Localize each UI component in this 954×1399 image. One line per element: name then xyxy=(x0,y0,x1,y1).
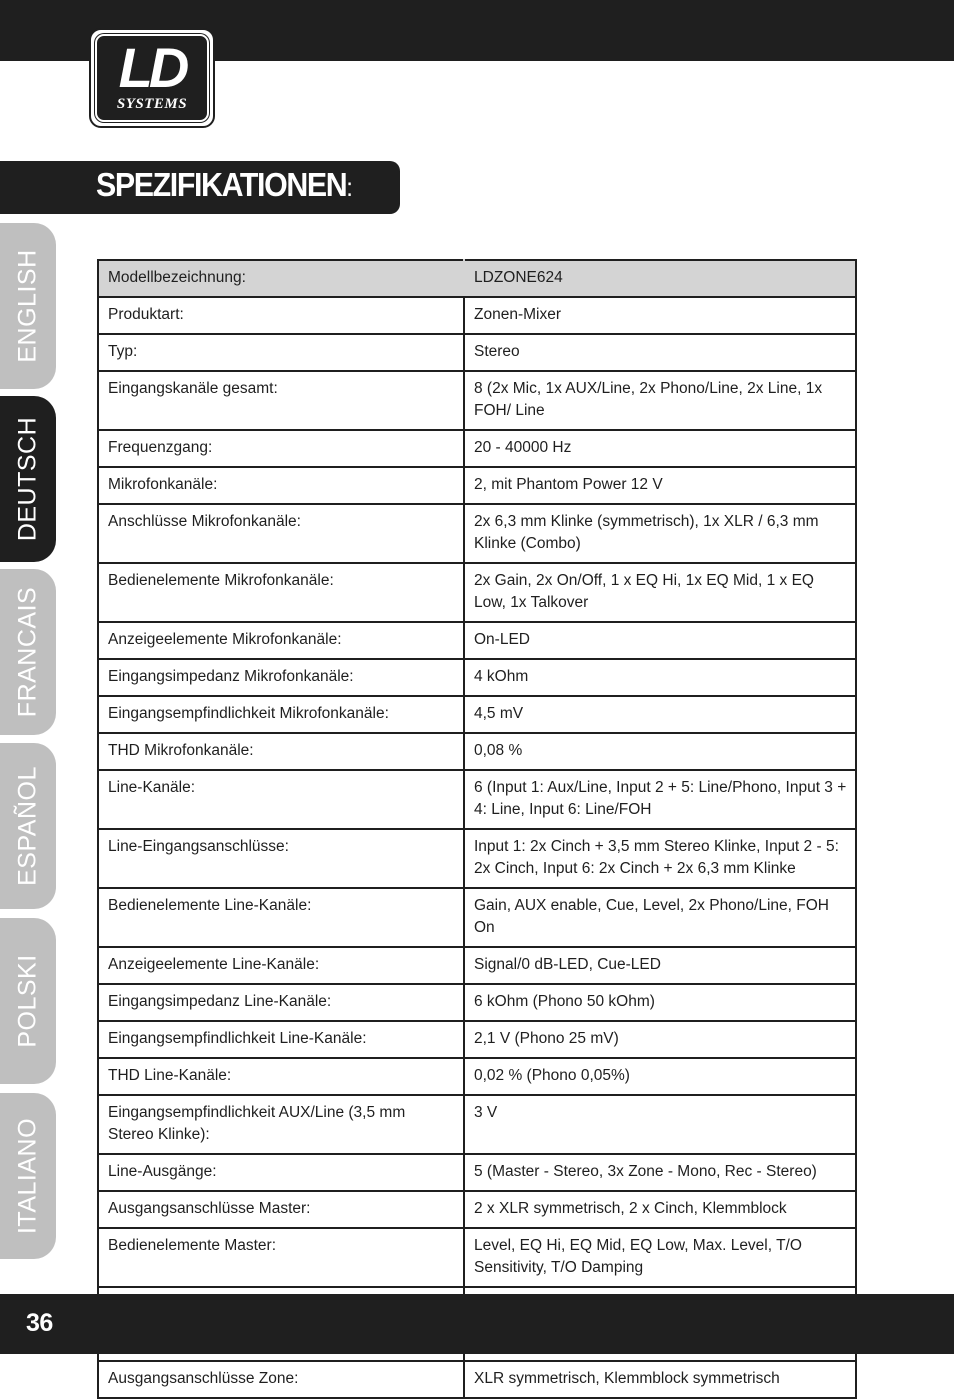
spec-row xyxy=(98,829,856,888)
spec-label: Anzeigeelemente Mikrofonkanäle: xyxy=(98,622,464,659)
spec-row xyxy=(98,430,856,467)
spec-row xyxy=(98,659,856,696)
spec-label: THD Line-Kanäle: xyxy=(98,1058,464,1095)
spec-value: 0,02 % (Phono 0,05%) xyxy=(464,1058,856,1095)
spec-label: Frequenzgang: xyxy=(98,430,464,467)
spec-label: THD Mikrofonkanäle: xyxy=(98,733,464,770)
spec-label: Eingangsempfindlichkeit Line-Kanäle: xyxy=(98,1021,464,1058)
spec-label: Line-Ausgänge: xyxy=(98,1154,464,1191)
spec-row xyxy=(98,733,856,770)
spec-row xyxy=(98,1058,856,1095)
spec-row xyxy=(98,504,856,563)
spec-row xyxy=(98,1095,856,1154)
language-tab-deutsch[interactable] xyxy=(0,396,56,562)
spec-row xyxy=(98,696,856,733)
spec-value: 2,1 V (Phono 25 mV) xyxy=(464,1021,856,1058)
language-tab-polski[interactable] xyxy=(0,918,56,1084)
spec-row xyxy=(98,1021,856,1058)
spec-row xyxy=(98,297,856,334)
spec-row xyxy=(98,947,856,984)
language-tab-label: ESPAÑOL xyxy=(13,766,42,886)
logo-main-text: LD xyxy=(118,36,186,99)
spec-value: 3 V xyxy=(464,1095,856,1154)
spec-value: 6 (Input 1: Aux/Line, Input 2 + 5: Line/Phono, Input 3 + 4: Line, Input 6: Line/FOH xyxy=(464,770,856,829)
spec-label: Eingangskanäle gesamt: xyxy=(98,371,464,430)
language-tab-english[interactable] xyxy=(0,223,56,389)
spec-value: On-LED xyxy=(464,622,856,659)
spec-value: Stereo xyxy=(464,334,856,371)
spec-value: Input 1: 2x Cinch + 3,5 mm Stereo Klinke, Input 2 - 5: 2x Cinch, Input 6: 2x Cinch + 2x 6,3 mm Klinke xyxy=(464,829,856,888)
spec-value: Level, EQ Hi, EQ Mid, EQ Low, Max. Level, T/O Sensitivity, T/O Damping xyxy=(464,1228,856,1287)
spec-label: Bedienelemente Master: xyxy=(98,1228,464,1287)
spec-value: 2x 6,3 mm Klinke (symmetrisch), 1x XLR / 6,3 mm Klinke (Combo) xyxy=(464,504,856,563)
spec-value: 2 x XLR symmetrisch, 2 x Cinch, Klemmblock xyxy=(464,1191,856,1228)
spec-row xyxy=(98,334,856,371)
spec-row xyxy=(98,1191,856,1228)
ld-systems-logo xyxy=(89,28,215,128)
spec-label: Produktart: xyxy=(98,297,464,334)
language-tab-label: FRANCAIS xyxy=(13,586,42,718)
spec-label: Eingangsimpedanz Mikrofonkanäle: xyxy=(98,659,464,696)
logo-badge xyxy=(95,34,209,122)
spec-value: Gain, AUX enable, Cue, Level, 2x Phono/Line, FOH On xyxy=(464,888,856,947)
language-tab-label: POLSKI xyxy=(13,954,42,1048)
page-title-text: SPEZIFIKATIONEN xyxy=(96,166,347,203)
spec-label: Anschlüsse Mikrofonkanäle: xyxy=(98,504,464,563)
spec-label: Anzeigeelemente Line-Kanäle: xyxy=(98,947,464,984)
language-tab-espanol[interactable] xyxy=(0,743,56,909)
spec-value: 20 - 40000 Hz xyxy=(464,430,856,467)
spec-label: Bedienelemente Mikrofonkanäle: xyxy=(98,563,464,622)
language-tab-label: ITALIANO xyxy=(13,1117,42,1235)
language-tab-italiano[interactable] xyxy=(0,1093,56,1259)
spec-value: 4 kOhm xyxy=(464,659,856,696)
spec-value: XLR symmetrisch, Klemmblock symmetrisch xyxy=(464,1361,856,1398)
spec-value: Zonen-Mixer xyxy=(464,297,856,334)
language-tab-francais[interactable] xyxy=(0,569,56,735)
spec-row xyxy=(98,1361,856,1398)
spec-value: 6 kOhm (Phono 50 kOhm) xyxy=(464,984,856,1021)
spec-row xyxy=(98,467,856,504)
spec-label: Mikrofonkanäle: xyxy=(98,467,464,504)
spec-row xyxy=(98,563,856,622)
spec-row xyxy=(98,1228,856,1287)
spec-value: Signal/0 dB-LED, Cue-LED xyxy=(464,947,856,984)
spec-value: 2, mit Phantom Power 12 V xyxy=(464,467,856,504)
page-title-colon: : xyxy=(346,172,353,202)
spec-row-header xyxy=(98,260,856,297)
spec-label: Eingangsempfindlichkeit AUX/Line (3,5 mm Stereo Klinke): xyxy=(98,1095,464,1154)
spec-value: 8 (2x Mic, 1x AUX/Line, 2x Phono/Line, 2x Line, 1x FOH/ Line xyxy=(464,371,856,430)
specifications-table xyxy=(97,259,857,1399)
bottom-bar xyxy=(0,1294,954,1354)
spec-label: Eingangsempfindlichkeit Mikrofonkanäle: xyxy=(98,696,464,733)
spec-label: Ausgangsanschlüsse Master: xyxy=(98,1191,464,1228)
language-tab-label: ENGLISH xyxy=(13,249,42,363)
spec-label: Line-Eingangsanschlüsse: xyxy=(98,829,464,888)
spec-row xyxy=(98,1154,856,1191)
spec-value: 0,08 % xyxy=(464,733,856,770)
spec-label: Line-Kanäle: xyxy=(98,770,464,829)
logo-sub-text: SYSTEMS xyxy=(116,96,188,112)
spec-value: LDZONE624 xyxy=(464,260,856,297)
spec-value: 5 (Master - Stereo, 3x Zone - Mono, Rec - Stereo) xyxy=(464,1154,856,1191)
spec-value: 4,5 mV xyxy=(464,696,856,733)
spec-label: Ausgangsanschlüsse Zone: xyxy=(98,1361,464,1398)
spec-row xyxy=(98,888,856,947)
spec-row xyxy=(98,770,856,829)
spec-row xyxy=(98,984,856,1021)
spec-row xyxy=(98,622,856,659)
spec-label: Bedienelemente Line-Kanäle: xyxy=(98,888,464,947)
spec-value: 2x Gain, 2x On/Off, 1 x EQ Hi, 1x EQ Mid, 1 x EQ Low, 1x Talkover xyxy=(464,563,856,622)
spec-label: Modellbezeichnung: xyxy=(98,260,464,297)
spec-row xyxy=(98,371,856,430)
language-tab-label: DEUTSCH xyxy=(13,416,42,542)
spec-label: Typ: xyxy=(98,334,464,371)
page-title xyxy=(96,166,353,204)
page-number: 36 xyxy=(26,1309,53,1337)
spec-label: Eingangsimpedanz Line-Kanäle: xyxy=(98,984,464,1021)
